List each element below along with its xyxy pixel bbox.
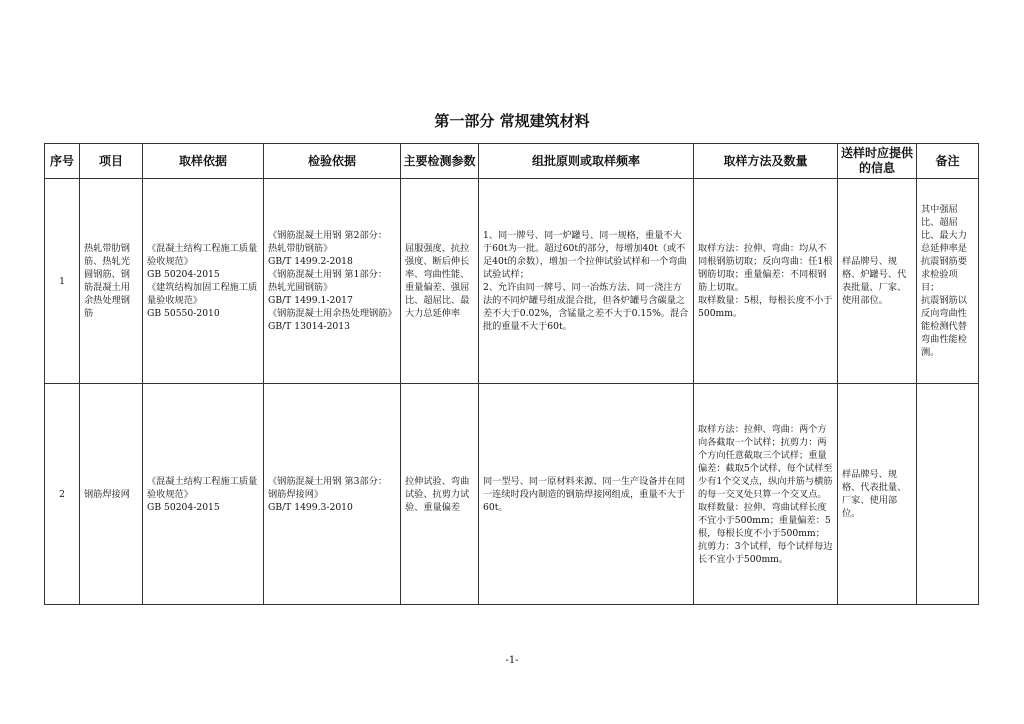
row-item: 钢筋焊接网 bbox=[80, 384, 143, 605]
row-params: 拉伸试验、弯曲试验、抗剪力试验、重量偏差 bbox=[401, 384, 479, 605]
method-line: 取样数量：5根，每根长度不小于500mm。 bbox=[698, 295, 833, 319]
table-row bbox=[45, 179, 979, 384]
batch-line: 同一型号、同一原材料来源、同一生产设备并在同一连续时段内制造的钢筋焊接网组成，重量不大于60t。 bbox=[483, 475, 686, 513]
row-method bbox=[694, 384, 838, 605]
test-basis-line: 《钢筋混凝土用钢 第1部分：热轧光圆钢筋》 bbox=[268, 269, 388, 293]
page-number: -1- bbox=[505, 655, 519, 666]
test-basis-line: GB/T 1499.3-2010 bbox=[268, 501, 353, 513]
header-no: 序号 bbox=[45, 144, 80, 179]
sampling-basis-line: 《建筑结构加固工程施工质量验收规范》 bbox=[147, 282, 258, 306]
batch-line: 2、允许由同一牌号、同一冶炼方法、同一浇注方法的不同炉罐号组成混合批，但各炉罐号含碳量之差不大于0.02%，含锰量之差不大于0.15%。混合批的重量不大于60t。 bbox=[483, 282, 689, 332]
test-basis-line: GB/T 1499.2-2018 bbox=[268, 256, 353, 267]
test-basis-line: GB/T 1499.1-2017 bbox=[268, 295, 353, 306]
header-item: 项目 bbox=[80, 144, 143, 179]
page-title: 第一部分 常规建筑材料 bbox=[434, 112, 590, 130]
method-line: 取样方法：拉伸、弯曲：均从不同根钢筋切取；反向弯曲：任1根钢筋切取；重量偏差：不同根钢筋上切取。 bbox=[698, 243, 833, 293]
remark-line: 其中强屈比、超屈比、最大力总延伸率是抗震钢筋要求检验项目； bbox=[921, 204, 967, 293]
row-sampling-basis bbox=[143, 384, 264, 605]
row-batch bbox=[479, 384, 694, 605]
row-sampling-basis bbox=[143, 179, 264, 384]
row-batch bbox=[479, 179, 694, 384]
test-basis-line: 《钢筋混凝土用钢 第2部分：热轧带肋钢筋》 bbox=[268, 230, 388, 254]
row-item: 热轧带肋钢筋、热轧光圆钢筋、钢筋混凝土用余热处理钢筋 bbox=[80, 179, 143, 384]
table-row bbox=[45, 384, 979, 605]
row-no: 1 bbox=[45, 179, 80, 384]
method-line: 取样方法：拉伸、弯曲：两个方向各截取一个试样；抗剪力：两个方向任意截取三个试样；重量偏差：截取5个试样、每个试样至少有1个交叉点，纵向并筋与横筋的每一交叉处只算一个交叉点。 bbox=[698, 423, 833, 500]
row-info: 样品牌号、规格、炉罐号、代表批量、厂家、使用部位。 bbox=[838, 179, 917, 384]
header-batch: 组批原则或取样频率 bbox=[479, 144, 694, 179]
method-line: 取样数量：拉伸、弯曲试样长度不宜小于500mm；重量偏差：5根，每根长度不小于500mm；抗剪力：3个试样，每个试样每边长不宜小于500mm。 bbox=[698, 501, 833, 565]
header-info: 送样时应提供的信息 bbox=[838, 144, 917, 179]
row-params: 屈服强度、抗拉强度、断后伸长率、弯曲性能、重量偏差、强屈比、超屈比、最大力总延伸率 bbox=[401, 179, 479, 384]
row-info: 样品牌号、规格、代表批量、厂家、使用部位。 bbox=[838, 384, 917, 605]
remark-line: 抗震钢筋以反向弯曲性能检测代替弯曲性能检测。 bbox=[921, 295, 967, 358]
test-basis-line: 《钢筋混凝土用钢 第3部分：钢筋焊接网》 bbox=[268, 475, 388, 500]
header-params: 主要检测参数 bbox=[401, 144, 479, 179]
table-header-row bbox=[45, 144, 979, 179]
row-remark bbox=[917, 384, 979, 605]
sampling-basis-line: GB 50204-2015 bbox=[147, 269, 220, 280]
row-test-basis bbox=[264, 179, 401, 384]
header-method: 取样方法及数量 bbox=[694, 144, 838, 179]
batch-line: 1、同一牌号、同一炉罐号、同一规格，重量不大于60t为一批。超过60t的部分，每增加40t（或不足40t的余数），增加一个拉伸试验试样和一个弯曲试验试样； bbox=[483, 230, 687, 280]
materials-table bbox=[44, 143, 979, 605]
header-sampling-basis: 取样依据 bbox=[143, 144, 264, 179]
sampling-basis-line: GB 50204-2015 bbox=[147, 501, 220, 513]
sampling-basis-line: GB 50550-2010 bbox=[147, 308, 220, 319]
header-remark: 备注 bbox=[917, 144, 979, 179]
row-remark bbox=[917, 179, 979, 384]
sampling-basis-line: 《混凝土结构工程施工质量验收规范》 bbox=[147, 243, 258, 267]
row-test-basis bbox=[264, 384, 401, 605]
row-method bbox=[694, 179, 838, 384]
test-basis-line: 《钢筋混凝土用余热处理钢筋》GB/T 13014-2013 bbox=[268, 308, 393, 332]
row-no: 2 bbox=[45, 384, 80, 605]
sampling-basis-line: 《混凝土结构工程施工质量验收规范》 bbox=[147, 475, 258, 500]
header-test-basis: 检验依据 bbox=[264, 144, 401, 179]
